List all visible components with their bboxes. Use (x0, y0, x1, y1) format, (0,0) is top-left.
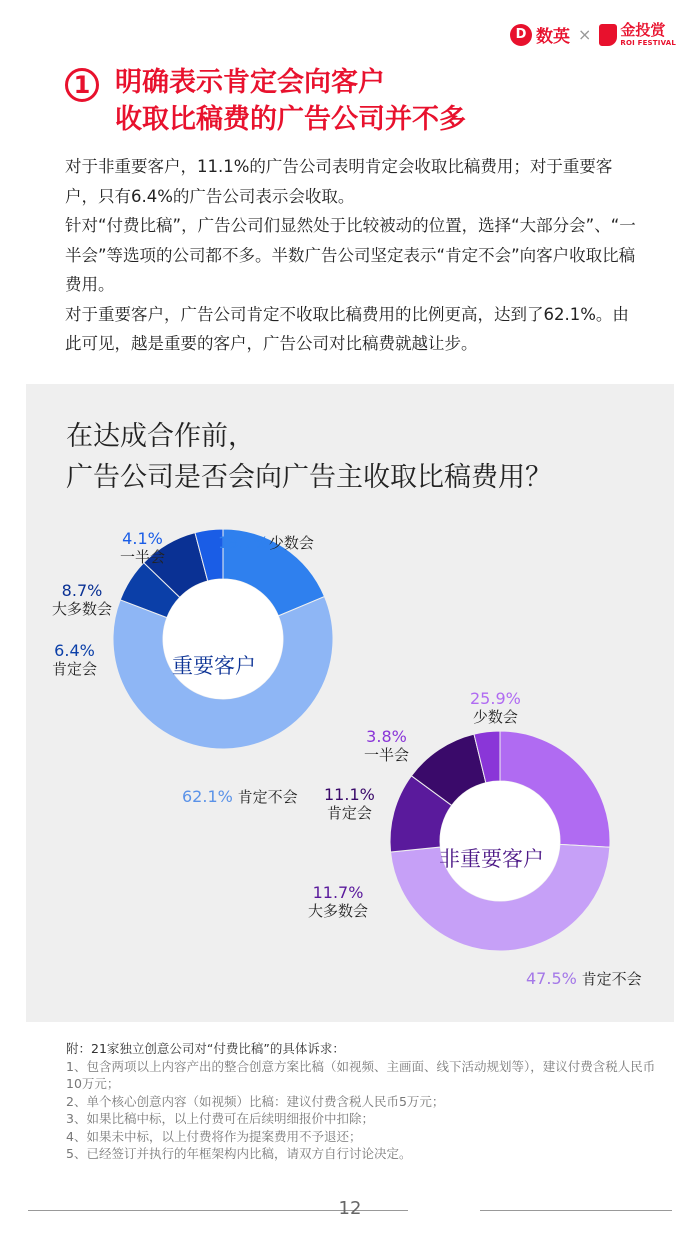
paragraph: 针对“付费比稿”，广告公司们显然处于比较被动的位置，选择“大部分会”、“一半会”等选项的公司都不多。半数广告公司坚定表示“肯定不会”向客户收取比稿费用。 (65, 216, 636, 294)
roi-logo-mark-icon (599, 24, 617, 46)
chart-panel (26, 384, 674, 1022)
roi-logo-text: 金投赏 (620, 20, 666, 39)
donut1-pct-most: 8.7% (61, 581, 103, 600)
body-text (65, 152, 645, 359)
chart-title-line-2: 广告公司是否会向广告主收取比稿费用？ (66, 462, 552, 493)
chart-title-line-1: 在达成合作前， (66, 421, 255, 452)
donut2-text-never: 肯定不会 (581, 970, 642, 988)
logo-separator: × (578, 25, 592, 44)
donut1-label-most (52, 582, 112, 618)
notes-item: 4、如果未中标，以上付费将作为提案费用不予退还； (66, 1128, 362, 1144)
shuying-logo-mark: D (510, 24, 532, 46)
donut1-text-never: 肯定不会 (237, 788, 298, 806)
donut1-label-certain (52, 642, 97, 678)
donut2-donut-hole (440, 781, 560, 901)
roi-logo-subtext: ROI FESTIVAL (620, 38, 676, 47)
section-heading (65, 64, 466, 138)
donut2-label-half (364, 728, 409, 764)
notes-item: 2、单个核心创意内容（如视频）比稿：建议付费含税人民币5万元； (66, 1093, 445, 1109)
donut2-label-minority (470, 690, 521, 726)
notes-title: 附：21家独立创意公司对“付费比稿”的具体诉求： (66, 1041, 345, 1056)
donut2-text-half: 一半会 (364, 746, 410, 764)
donut1-pct-minority: 18.7% (218, 533, 269, 552)
roi-festival-logo (599, 20, 676, 47)
page-number: 12 (338, 1198, 362, 1219)
notes-item: 3、如果比稿中标，以上付费可在后续明细报价中扣除； (66, 1111, 374, 1126)
donut2-text-most: 大多数会 (308, 902, 369, 920)
donut2-text-minority: 少数会 (472, 708, 518, 726)
donut1-text-most: 大多数会 (52, 600, 113, 618)
donut2-label-most (308, 884, 368, 920)
donut2-pct-most: 11.7% (312, 883, 364, 902)
notes-item: 5、已经签订并执行的年框架构内比稿，请双方自行讨论决定。 (66, 1146, 412, 1161)
notes-item: 1、包含两项以上内容产出的整合创意方案比稿（如视频、主画面、线下活动规划等），建议付费含税人民币10万元； (66, 1058, 656, 1091)
donut1-pct-never: 62.1% (182, 787, 233, 806)
section-title (115, 64, 466, 138)
donut1-pct-half: 4.1% (122, 529, 163, 548)
donut1-text-certain: 肯定会 (52, 660, 98, 678)
donut2-label-certain (324, 786, 375, 822)
donut-center-label: 非重要客户 (439, 847, 544, 871)
donut-chart-non-important-clients (385, 726, 615, 956)
chart-title (66, 416, 552, 498)
donut1-label-minority (218, 534, 314, 552)
donut2-pct-never: 47.5% (526, 969, 577, 988)
donut2-pct-minority: 25.9% (470, 689, 521, 708)
section-title-line-2: 收取比稿费的广告公司并不多 (115, 104, 466, 135)
donut2-pct-certain: 11.1% (324, 785, 375, 804)
donut1-text-minority: 少数会 (268, 534, 314, 552)
paragraph: 对于重要客户，广告公司肯定不收取比稿费用的比例更高，达到了62.1%。由此可见，越是重要的客户，广告公司对比稿费就越让步。 (65, 304, 629, 353)
donut1-label-never (182, 788, 298, 806)
donut1-donut-hole (163, 579, 283, 699)
paragraph: 对于非重要客户，11.1%的广告公司表明肯定会收取比稿费用；对于重要客户，只有6.4%的广告公司表示会收取。 (65, 157, 613, 206)
section-title-line-1: 明确表示肯定会向客户 (115, 67, 385, 98)
shuying-logo-text: 数英 (536, 27, 570, 47)
brand-logos (510, 22, 676, 47)
donut1-label-half (120, 530, 165, 566)
notes-section (66, 1040, 666, 1163)
section-number-badge: 1 (65, 68, 99, 102)
shuying-logo (510, 22, 570, 47)
donut2-label-never (526, 970, 642, 988)
donut1-text-half: 一半会 (120, 548, 166, 566)
donut1-pct-certain: 6.4% (54, 641, 95, 660)
donut-center-label: 重要客户 (172, 654, 256, 678)
donut2-pct-half: 3.8% (366, 727, 407, 746)
donut2-text-certain: 肯定会 (326, 804, 372, 822)
